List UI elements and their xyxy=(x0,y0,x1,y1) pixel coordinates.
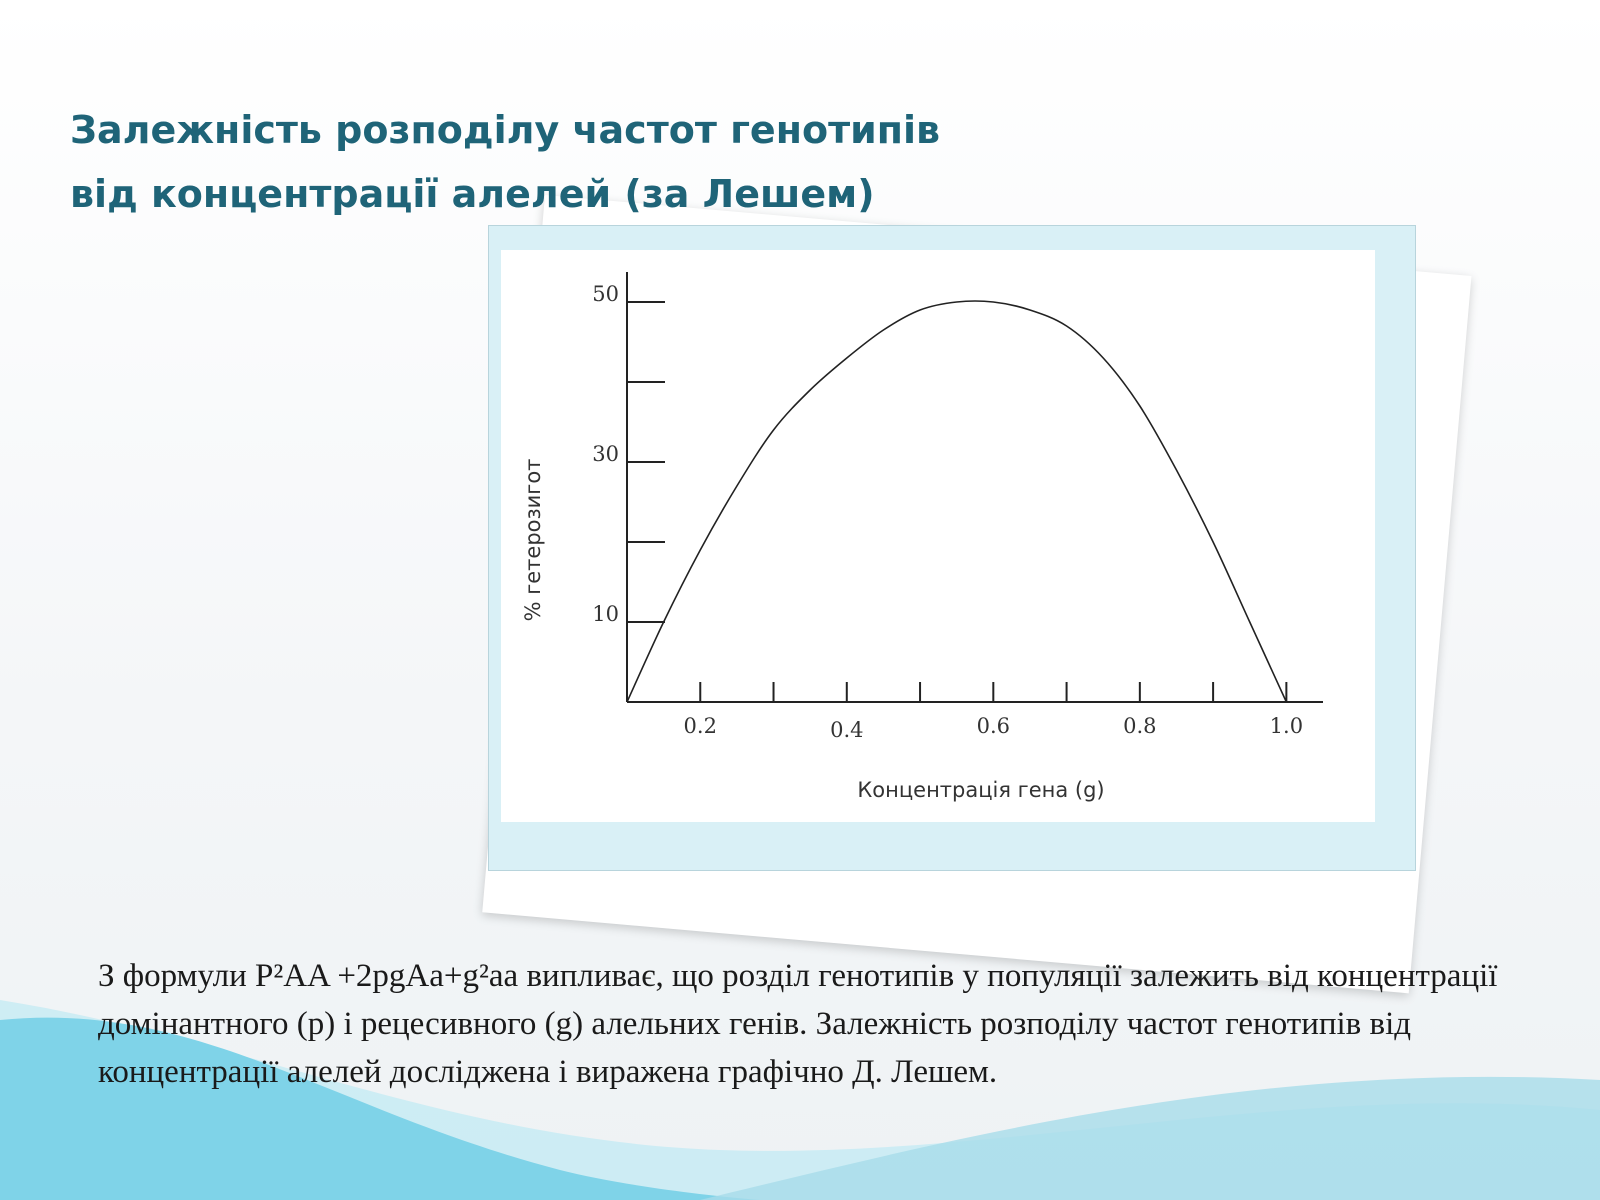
y-tick-label: 50 xyxy=(592,282,619,306)
x-tick-label: 0.8 xyxy=(1123,714,1157,738)
y-axis-label: % гетерозигот xyxy=(521,458,545,622)
body-paragraph: З формули P²AA +2pgAa+g²aa випливає, що розділ генотипів у популяції залежить від концентрації домінантного (p) і рецесивного (g) алельних генів. Залежність розподілу частот генотипів від концентрації алелей досліджена і виражена графічно Д. Лешем. xyxy=(98,958,1498,1090)
y-tick-label: 30 xyxy=(592,442,619,466)
x-tick-label: 0.4 xyxy=(830,718,864,742)
chart-area xyxy=(501,250,1375,822)
title-line-2: від концентрації алелей (за Лешем) xyxy=(70,172,875,216)
heterozygote-curve xyxy=(627,301,1286,702)
chart-frame xyxy=(488,225,1416,871)
x-tick-label: 1.0 xyxy=(1269,714,1304,738)
x-tick-label: 0.2 xyxy=(683,714,717,738)
x-tick-label: 0.6 xyxy=(976,714,1011,738)
title-line-1: Залежність розподілу частот генотипів xyxy=(70,108,941,152)
y-tick-label: 10 xyxy=(592,602,619,626)
slide-title xyxy=(70,98,940,226)
x-axis-label: Концентрація гена (g) xyxy=(857,778,1105,802)
chart-svg xyxy=(501,250,1375,822)
